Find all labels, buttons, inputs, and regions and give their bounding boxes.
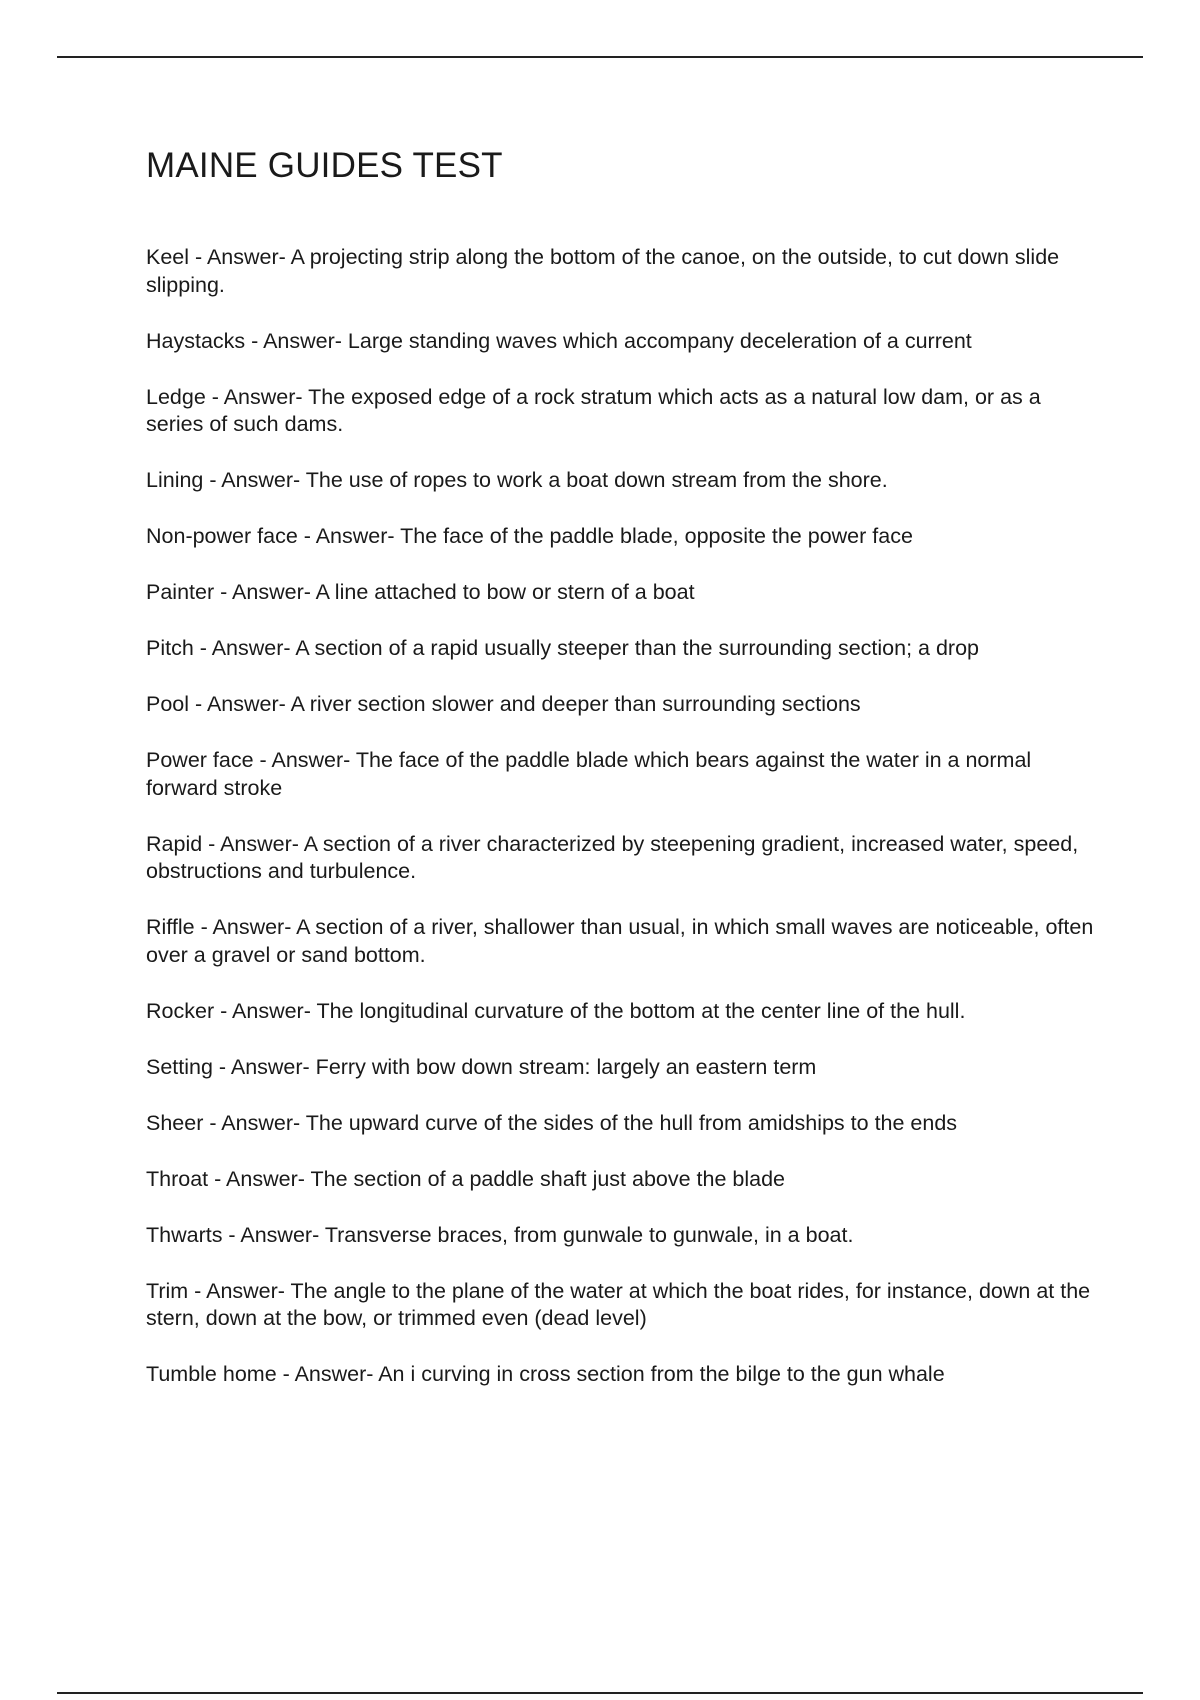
top-rule (57, 56, 1143, 58)
bottom-rule (57, 1692, 1143, 1694)
qa-entry-pitch: Pitch - Answer- A section of a rapid usually steeper than the surrounding section; a drop (146, 636, 980, 660)
page-title: MAINE GUIDES TEST (146, 146, 503, 185)
qa-entry-pool: Pool - Answer- A river section slower and deeper than surrounding sections (146, 692, 861, 716)
qa-entry-rapid: Rapid - Answer- A section of a river characterized by steepening gradient, increased water, speed, obstructions and turbulence. (146, 831, 1079, 883)
qa-entry-setting: Setting - Answer- Ferry with bow down stream: largely an eastern term (146, 1054, 817, 1079)
qa-entry-keel: Keel - Answer- A projecting strip along the bottom of the canoe, on the outside, to cut down slide slipping. (146, 245, 1060, 297)
qa-entry-rocker: Rocker - Answer- The longitudinal curvature of the bottom at the center line of the hull. (146, 998, 966, 1023)
qa-entry-power-face: Power face - Answer- The face of the paddle blade which bears against the water in a normal forward stroke (146, 748, 1032, 800)
qa-entry-haystacks: Haystacks - Answer- Large standing waves which accompany deceleration of a current (146, 328, 972, 353)
qa-entry-sheer: Sheer - Answer- The upward curve of the sides of the hull from amidships to the ends (146, 1110, 958, 1135)
qa-list (146, 244, 1096, 1417)
qa-entry-riffle: Riffle - Answer- A section of a river, shallower than usual, in which small waves are noticeable, often over a gravel or sand bottom. (146, 915, 1094, 967)
qa-entry-ledge: Ledge - Answer- The exposed edge of a rock stratum which acts as a natural low dam, or as a series of such dams. (146, 384, 1041, 436)
qa-entry-tumble-home: Tumble home - Answer- An i curving in cross section from the bilge to the gun whale (146, 1362, 945, 1386)
qa-entry-thwarts: Thwarts - Answer- Transverse braces, from gunwale to gunwale, in a boat. (146, 1222, 854, 1247)
qa-entry-throat: Throat - Answer- The section of a paddle shaft just above the blade (146, 1166, 786, 1191)
qa-entry-lining: Lining - Answer- The use of ropes to work a boat down stream from the shore. (146, 468, 888, 492)
qa-entry-non-power-face: Non-power face - Answer- The face of the paddle blade, opposite the power face (146, 524, 913, 548)
qa-entry-painter: Painter - Answer- A line attached to bow or stern of a boat (146, 580, 695, 604)
qa-entry-trim: Trim - Answer- The angle to the plane of the water at which the boat rides, for instance, down at the stern, down at the bow, or trimmed even (dead level) (146, 1278, 1091, 1330)
